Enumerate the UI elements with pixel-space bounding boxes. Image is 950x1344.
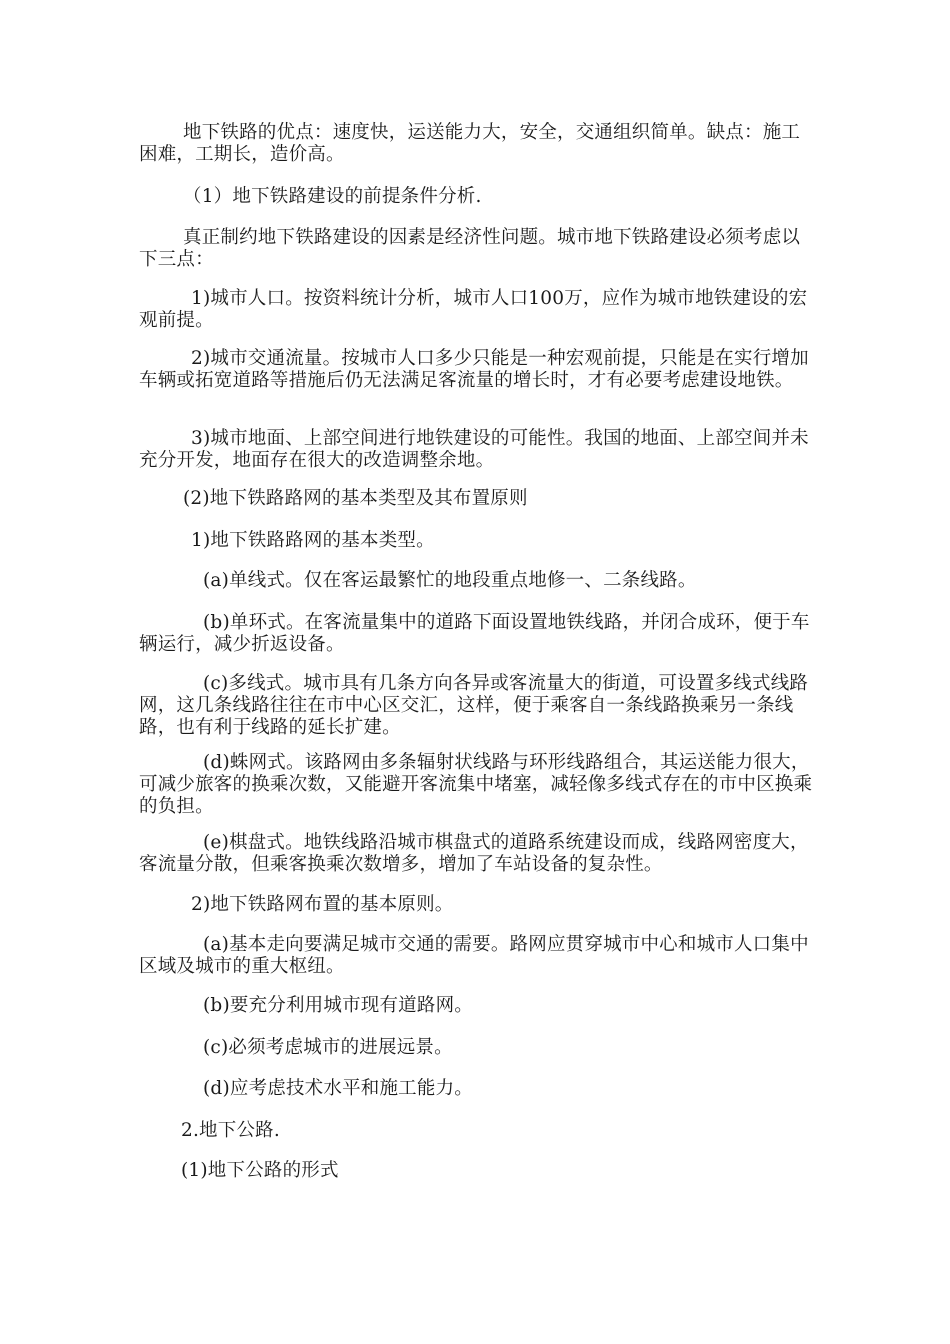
list-item-principle-d: (d)应考虑技术水平和施工能力。	[203, 1078, 473, 1099]
list-item-population: 1)城市人口。按资料统计分析，城市人口100万，应作为城市地铁建设的宏观前提。	[139, 288, 808, 331]
heading-underground-road: 2.地下公路.	[181, 1120, 280, 1141]
list-item-principle-c: (c)必须考虑城市的进展远景。	[203, 1037, 453, 1058]
subheading-layout-principles: 2)地下铁路网布置的基本原则。	[191, 894, 454, 915]
list-item-single-line: (a)单线式。仅在客运最繁忙的地段重点地修一、二条线路。	[203, 570, 697, 591]
list-item-principle-a: (a)基本走向要满足城市交通的需要。路网应贯穿城市中心和城市人口集中区域及城市的重大枢纽。	[139, 934, 809, 977]
heading-network-types: (2)地下铁路路网的基本类型及其布置原则	[183, 488, 528, 509]
list-item-multi-line: (c)多线式。城市具有几条方向各异或客流量大的街道，可设置多线式线路网，这几条线路往往在市中心区交汇，这样，便于乘客自一条线路换乘另一条线路，也有利于线路的延长扩建。	[139, 673, 809, 738]
list-item-single-loop: (b)单环式。在客流量集中的道路下面设置地铁线路，并闭合成环，便于车辆运行，减少折返设备。	[139, 612, 810, 655]
paragraph-economic-factors: 真正制约地下铁路建设的因素是经济性问题。城市地下铁路建设必须考虑以下三点：	[139, 227, 801, 270]
list-item-grid: (e)棋盘式。地铁线路沿城市棋盘式的道路系统建设而成，线路网密度大，客流量分散，但乘客换乘次数增多，增加了车站设备的复杂性。	[139, 832, 809, 875]
list-item-traffic-volume: 2)城市交通流量。按城市人口多少只能是一种宏观前提，只能是在实行增加车辆或拓宽道路等措施后仍无法满足客流量的增长时，才有必要考虑建设地铁。	[139, 348, 809, 391]
subheading-basic-types: 1)地下铁路路网的基本类型。	[191, 530, 435, 551]
list-item-surface-space: 3)城市地面、上部空间进行地铁建设的可能性。我国的地面、上部空间并未充分开发，地面存在很大的改造调整余地。	[139, 428, 809, 471]
list-item-principle-b: (b)要充分利用城市现有道路网。	[203, 995, 473, 1016]
list-item-spider-web: (d)蛛网式。该路网由多条辐射状线路与环形线路组合，其运送能力很大，可减少旅客的换乘次数，又能避开客流集中堵塞，减轻像多线式存在的市中区换乘的负担。	[139, 752, 813, 817]
heading-underground-road-forms: (1)地下公路的形式	[181, 1160, 339, 1181]
heading-subway-prerequisites: （1）地下铁路建设的前提条件分析.	[183, 186, 482, 207]
paragraph-subway-pros-cons: 地下铁路的优点：速度快，运送能力大，安全，交通组织简单。缺点：施工困难，工期长，造价高。	[139, 122, 801, 165]
